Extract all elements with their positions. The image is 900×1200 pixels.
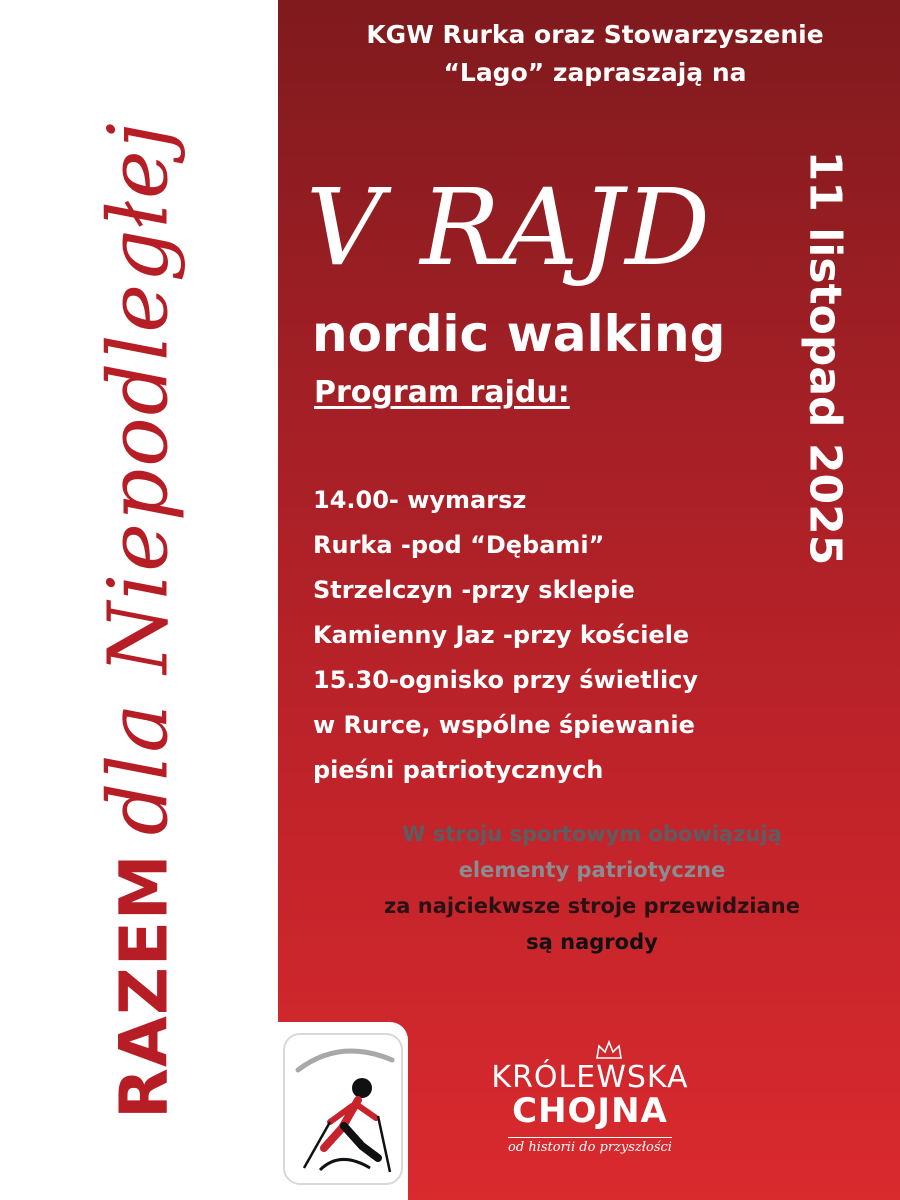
krolewska-chojna-logo <box>470 1040 710 1155</box>
note-line-1: W stroju sportowym obowiązują <box>402 822 782 846</box>
crown-icon <box>595 1040 623 1060</box>
program-item: Strzelczyn -przy sklepie <box>313 576 635 604</box>
program-item: 14.00- wymarsz <box>313 486 527 514</box>
note-line-2: elementy patriotyczne <box>458 858 726 882</box>
event-title: V RAJD <box>306 166 713 289</box>
brand-line-1: KRÓLEWSKA <box>491 1060 689 1095</box>
event-date: 11 listopad 2025 <box>799 150 851 566</box>
header-line-1: KGW Rurka oraz Stowarzyszenie <box>366 20 824 49</box>
note-line-3: za najciekwsze stroje przewidziane <box>384 894 800 918</box>
banner-dla-niepodleglej: dla Niepodległej <box>91 121 187 836</box>
program-list <box>313 478 698 793</box>
dress-code-note <box>312 816 872 960</box>
invitation-header <box>300 16 890 92</box>
event-subtitle: nordic walking <box>312 305 726 363</box>
program-item: Kamienny Jaz -przy kościele <box>313 621 690 649</box>
program-heading: Program rajdu: <box>314 375 570 410</box>
left-banner-text <box>92 121 187 1119</box>
program-item: w Rurce, wspólne śpiewanie <box>313 711 695 739</box>
note-line-4: są nagrody <box>526 930 658 954</box>
program-item: Rurka -pod “Dębami” <box>313 531 605 559</box>
program-item: pieśni patriotycznych <box>313 756 604 784</box>
program-item: 15.30-ognisko przy świetlicy <box>313 666 699 694</box>
brand-tagline: od historii do przyszłości <box>508 1137 672 1155</box>
banner-razem: RAZEM <box>105 853 183 1119</box>
header-line-2: “Lago” zapraszają na <box>443 58 747 87</box>
nordic-walking-icon <box>280 1030 406 1188</box>
brand-line-2: CHOJNA <box>512 1091 668 1131</box>
